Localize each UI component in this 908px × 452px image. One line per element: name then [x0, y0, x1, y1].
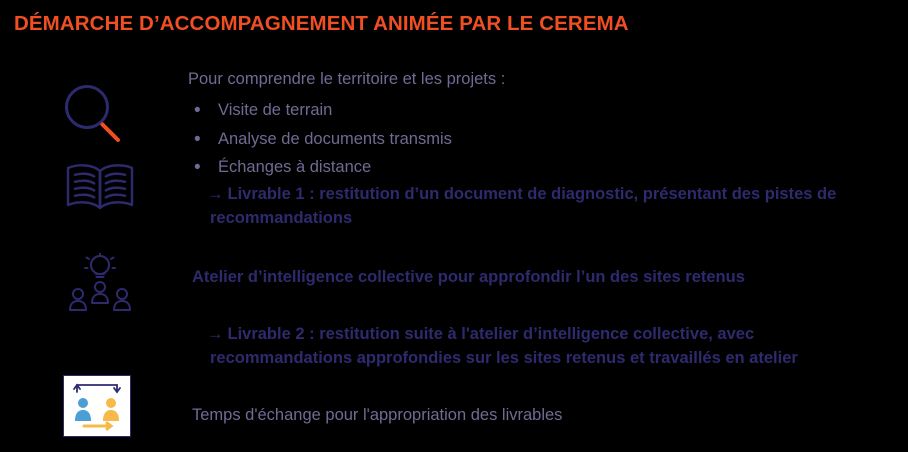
- deliverable-2-text: Livrable 2 : restitution suite à l'atelier d’intelligence collective, avec recommandations approfondies sur les sites retenus et travaillés en atelier: [210, 325, 798, 367]
- arrow-icon: →: [207, 185, 224, 204]
- magnifier-handle: [100, 122, 121, 143]
- lead-text: Pour comprendre le territoire et les projets :: [188, 70, 506, 88]
- magnifier-icon: [65, 85, 135, 147]
- arrow-icon: →: [207, 325, 224, 344]
- deliverable-1-text: Livrable 1 : restitution d’un document de diagnostic, présentant des pistes de recommandations: [210, 185, 837, 227]
- open-book-icon: [63, 160, 137, 214]
- bullet-list: [188, 96, 888, 181]
- icon-column: [55, 75, 160, 445]
- list-item: • Échanges à distance: [188, 153, 888, 181]
- list-item: • Visite de terrain: [188, 96, 888, 124]
- collective-intelligence-icon: [63, 253, 137, 315]
- list-item: • Analyse de documents transmis: [188, 125, 888, 153]
- workshop-text: Atelier d’intelligence collective pour approfondir l’un des sites retenus: [192, 268, 745, 287]
- page-title: DÉMARCHE D’ACCOMPAGNEMENT ANIMÉE PAR LE CEREMA: [14, 12, 629, 35]
- content-column: [188, 68, 888, 427]
- closing-text: Temps d'échange pour l'appropriation des livrables: [192, 406, 563, 425]
- exchange-icon: [63, 375, 131, 437]
- deliverable-2: [188, 323, 888, 370]
- deliverable-1: [188, 183, 888, 230]
